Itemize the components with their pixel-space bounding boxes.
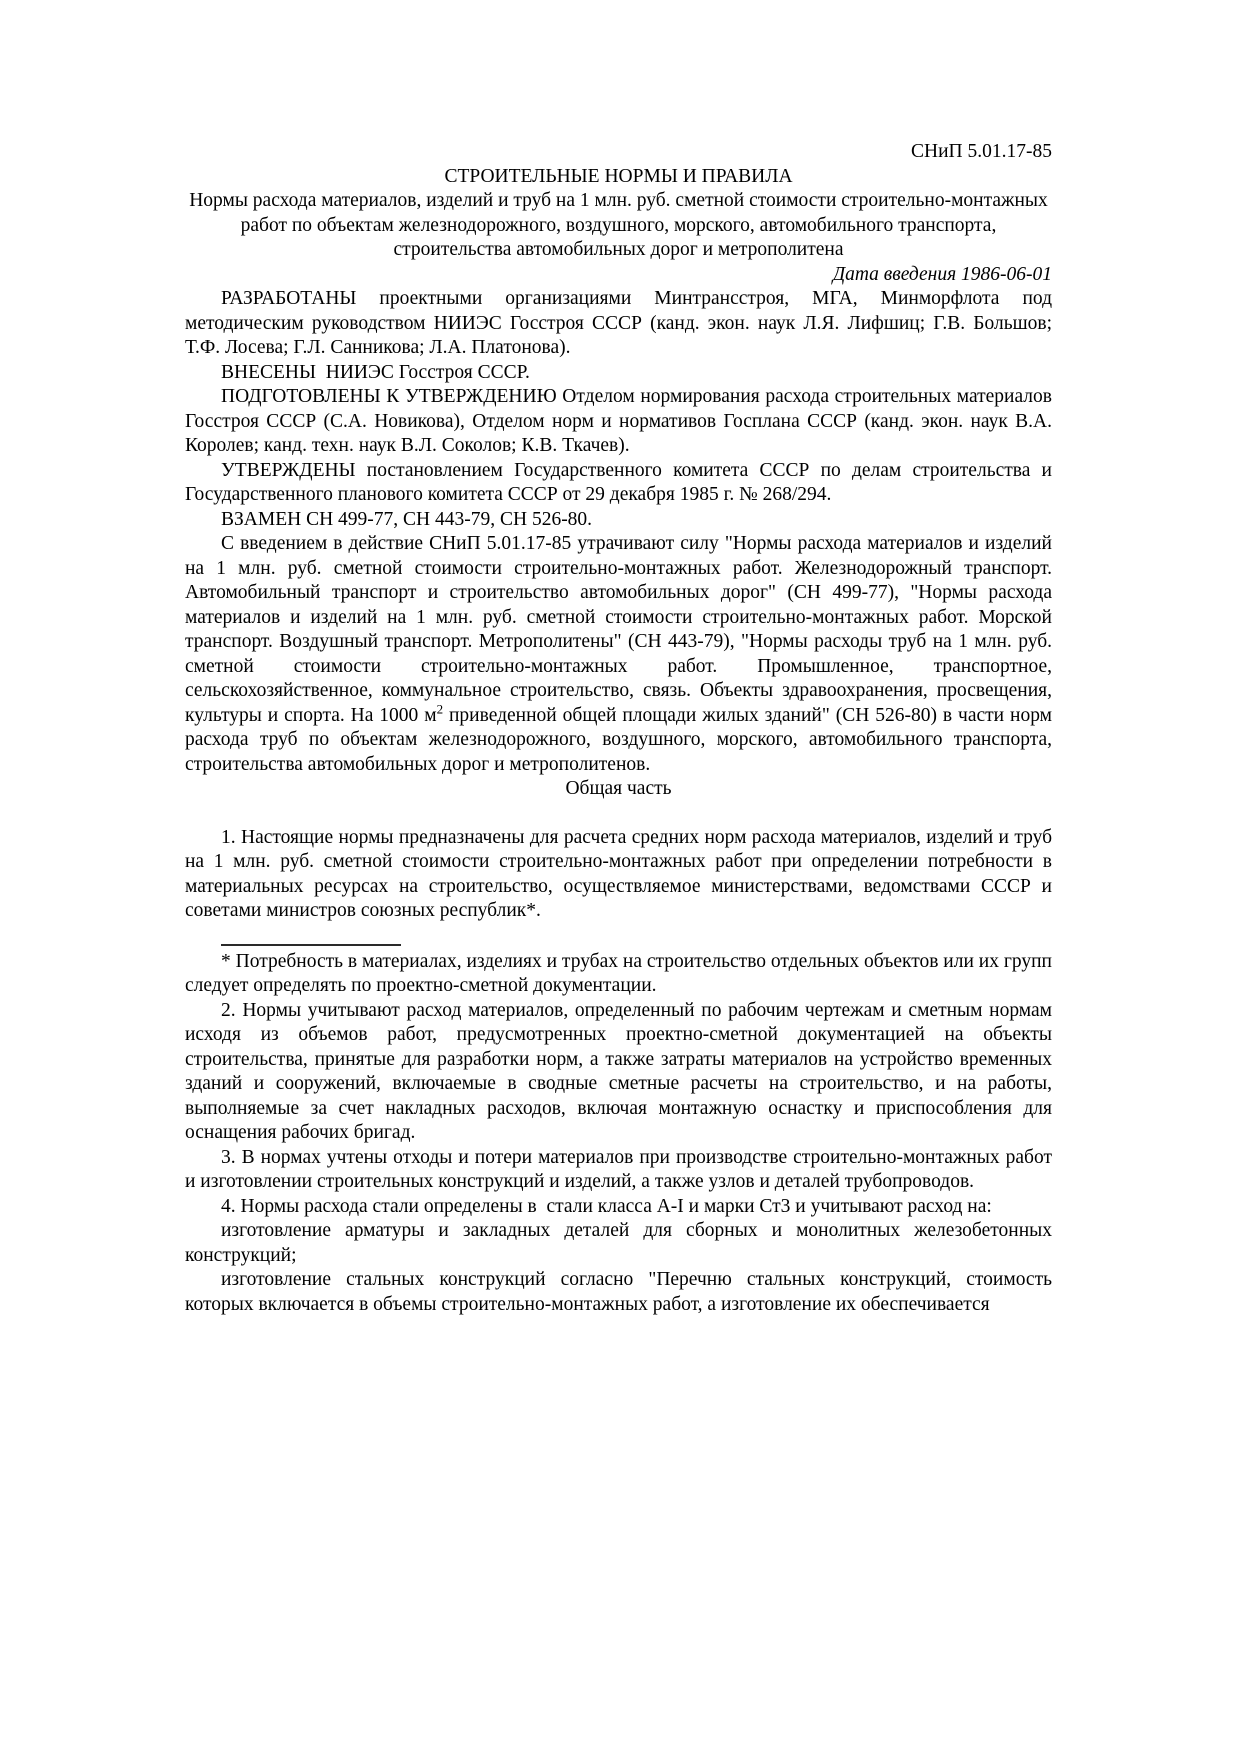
document-heading: СТРОИТЕЛЬНЫЕ НОРМЫ И ПРАВИЛА [444, 165, 793, 187]
date-of-introduction: Дата введения 1986-06-01 [832, 263, 1052, 285]
square-meter-superscript: 2 [436, 701, 444, 716]
paragraph-prepared-for-approval: ПОДГОТОВЛЕНЫ К УТВЕРЖДЕНИЮ Отделом нормирования расхода строительных материалов Госстроя СССР (С.А. Новикова), Отделом норм и нормативов Госплана СССР (канд. экон. наук В.А. Королев; канд. техн. наук В.Л. Соколов; К.В. Ткачев). [185, 386, 1052, 456]
superseded-text-before: С введением в действие СНиП 5.01.17-85 утрачивают силу "Нормы расхода материалов и изделий на 1 млн. руб. сметной стоимости строительно-монтажных работ. Железнодорожный транспорт. Автомобильный транспорт и строительство автомобильных дорог" (СН 499-77), "Нормы расхода материалов и изделий на 1 млн. руб. сметной стоимости строительно-монтажных работ. Морской транспорт. Воздушный транспорт. Метрополитены" (СН 443-79), "Нормы расходы труб на 1 млн. руб. сметной стоимости строительно-монтажных работ. Промышленное, транспортное, сельскохозяйственное, коммунальное строительство, связь. Объекты здравоохранения, просвещения, культуры и спорта. На 1000 м [185, 533, 1052, 726]
paragraph-superseded-documents [185, 532, 1052, 777]
paragraph-4: 4. Нормы расхода стали определены в стали класса А-I и марки Ст3 и учитывают расход на: [221, 1195, 992, 1217]
superseded-text-after: приведенной общей площади жилых зданий" (СН 526-80) в части норм расхода труб по объектам железнодорожного, воздушного, морского, автомобильного транспорта, строительства автомобильных дорог и метрополитенов. [185, 704, 1052, 775]
paragraph-2: 2. Нормы учитывают расход материалов, определенный по рабочим чертежам и сметным нормам исходя из объемов работ, предусмотренных проектно-сметной документацией на объекты строительства, принятые для разработки норм, а также затраты материалов на устройство временных зданий и сооружений, включаемые в сводные сметные расчеты на строительство, и на работы, выполняемые за счет накладных расходов, включая монтажную оснастку и приспособления для оснащения рабочих бригад. [185, 999, 1052, 1143]
paragraph-4-item-1: изготовление арматуры и закладных деталей для сборных и монолитных железобетонных конструкций; [185, 1220, 1052, 1266]
footnote-text: * Потребность в материалах, изделиях и трубах на строительство отдельных объектов или их групп следует определять по проектно-сметной документации. [185, 950, 1052, 996]
paragraph-developed-by: РАЗРАБОТАНЫ проектными организациями Минтрансстроя, МГА, Минморфлота под методическим руководством НИИЭС Госстроя СССР (канд. экон. наук Л.Я. Лифшиц; Г.В. Большов; Т.Ф. Лосева; Г.Л. Санникова; Л.А. Платонова). [185, 288, 1052, 358]
paragraph-submitted-by: ВНЕСЕНЫ НИИЭС Госстроя СССР. [221, 361, 530, 383]
footnote-block [185, 944, 1052, 999]
doc-number: СНиП 5.01.17-85 [911, 141, 1052, 162]
paragraph-1: 1. Настоящие нормы предназначены для расчета средних норм расхода материалов, изделий и труб на 1 млн. руб. сметной стоимости строительно-монтажных работ при определении потребности в материальных ресурсах на строительство, осуществляемое министерствами, ведомствами СССР и советами министров союзных республик*. [185, 826, 1052, 921]
paragraph-3: 3. В нормах учтены отходы и потери материалов при производстве строительно-монтажных работ и изготовлении строительных конструкций и изделий, а также узлов и деталей трубопроводов. [185, 1146, 1052, 1192]
paragraph-4-item-2: изготовление стальных конструкций согласно "Перечню стальных конструкций, стоимость которых включается в объемы строительно-монтажных работ, а изготовление их обеспечивается [185, 1269, 1052, 1315]
footnote-divider [221, 944, 401, 946]
document-title: Нормы расхода материалов, изделий и труб на 1 млн. руб. сметной стоимости строительно-монтажных работ по объектам железнодорожного, воздушного, морского, автомобильного транспорта, строительства автомобильных дорог и метрополитена [189, 190, 1048, 260]
paragraph-approved-by: УТВЕРЖДЕНЫ постановлением Государственного комитета СССР по делам строительства и Государственного планового комитета СССР от 29 декабря 1985 г. № 268/294. [185, 459, 1052, 505]
section-heading-general-part: Общая часть [565, 778, 672, 799]
paragraph-replaces: ВЗАМЕН СН 499-77, СН 443-79, СН 526-80. [221, 508, 593, 530]
